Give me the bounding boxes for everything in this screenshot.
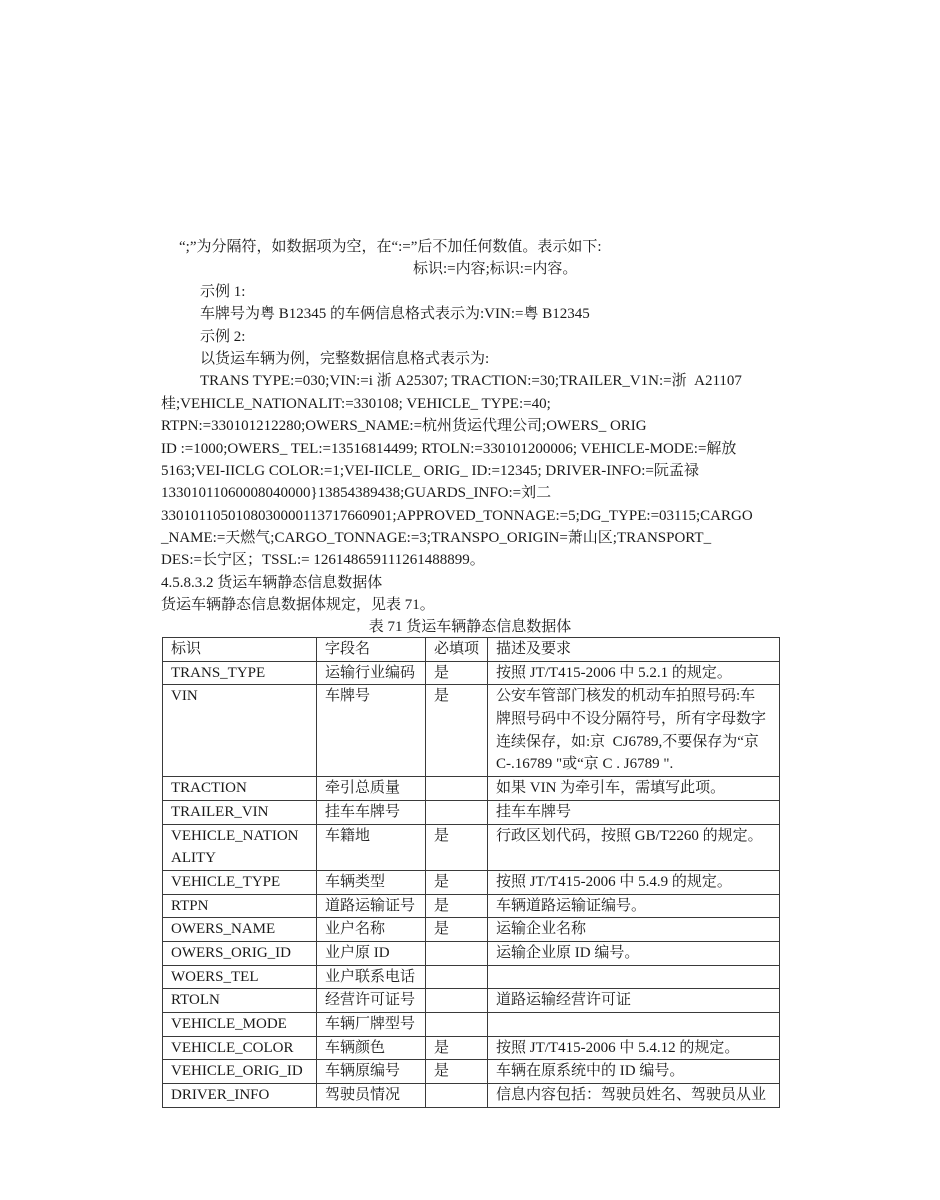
cell-text-line: 车辆类型 (325, 873, 386, 890)
body-line: “;”为分隔符，如数据项为空，在“:=”后不加任何数值。表示如下: (179, 239, 602, 255)
column-header-label: 必填项 (434, 641, 480, 657)
cell-text-line (434, 801, 483, 824)
cell-text-line: 按照 JT/T415-2006 中 5.4.12 的规定。 (496, 1039, 740, 1056)
body-line: TRANS TYPE:=030;VIN:=i 浙 A25307; TRACTION:=30;TRAILER_V1N:=浙 A21107 (200, 373, 742, 390)
cell-text-line: 业户原 ID (325, 944, 390, 961)
cell-text-line: OWERS_ORIG_ID (171, 944, 291, 961)
cell-description (488, 989, 780, 1013)
cell-text-line: 运输企业名称 (496, 921, 587, 938)
cell-description (488, 800, 780, 824)
cell-text-line: 是 (434, 664, 450, 681)
cell-identifier (163, 918, 317, 942)
cell-description (488, 918, 780, 942)
cell-required (426, 941, 488, 965)
cell-text-line: 挂车车牌号 (496, 803, 572, 820)
cell-text-line: 业户联系电话 (325, 968, 416, 985)
cell-field-name (317, 777, 426, 801)
body-line: RTPN:=330101212280;OWERS_NAME:=杭州货运代理公司;OWERS_ ORIG (161, 418, 647, 435)
table-row (163, 661, 780, 685)
cell-text-line: 是 (434, 921, 450, 938)
cell-text-line: 车辆颜色 (325, 1039, 386, 1056)
cell-text-line: 是 (434, 1063, 450, 1080)
cell-text-line: 车辆原编号 (325, 1063, 401, 1080)
cell-description (488, 1084, 780, 1108)
cell-text-line: VEHICLE_MODE (171, 1016, 287, 1032)
column-header (317, 638, 426, 662)
cell-description (488, 870, 780, 894)
cell-required (426, 777, 488, 801)
cell-identifier (163, 661, 317, 685)
cell-text-line: 运输行业编码 (325, 664, 416, 681)
cell-identifier (163, 1013, 317, 1037)
cell-identifier (163, 894, 317, 918)
cell-text-line: 行政区划代码，按照 GB/T2260 的规定。 (496, 827, 763, 844)
cell-field-name (317, 894, 426, 918)
cell-text-line: VEHICLE_COLOR (171, 1039, 294, 1056)
cell-text-line: VEHICLE_TYPE (171, 873, 281, 890)
cell-text-line: 是 (434, 897, 450, 914)
cell-identifier (163, 1036, 317, 1060)
cell-identifier (163, 824, 317, 870)
body-line: 桂;VEHICLE_NATIONALIT:=330108; VEHICLE_ TYPE:=40; (161, 395, 551, 412)
body-line: 5163;VEI-IICLG COLOR:=1;VEI-IICLE_ ORIG_ ID:=12345; DRIVER-INFO:=阮孟禄 (161, 462, 699, 479)
spec-table-body (163, 638, 780, 1108)
cell-text-line: OWERS_NAME (171, 921, 276, 938)
cell-text-line: DRIVER_INFO (171, 1087, 270, 1104)
cell-text-line: 如果 VIN 为牵引车，需填写此项。 (496, 780, 726, 797)
cell-text-line (434, 777, 483, 800)
table-caption: 表 71 货运车辆静态信息数据体 (368, 619, 572, 635)
cell-text-line (434, 1084, 483, 1107)
column-header (163, 638, 317, 662)
cell-description (488, 777, 780, 801)
table-row (163, 1036, 780, 1060)
cell-field-name (317, 1060, 426, 1084)
cell-description (488, 824, 780, 870)
cell-text-line (496, 1013, 775, 1036)
table-row (163, 989, 780, 1013)
column-header-label: 字段名 (325, 641, 371, 657)
cell-field-name (317, 941, 426, 965)
cell-required (426, 989, 488, 1013)
table-row (163, 1060, 780, 1084)
cell-text-line: 车辆厂牌型号 (325, 1016, 416, 1032)
cell-text-line (434, 989, 483, 1012)
cell-text-line: 公安车管部门核发的机动车拍照号码:车 (496, 688, 756, 705)
cell-description (488, 661, 780, 685)
cell-text-line: 道路运输经营许可证 (496, 992, 632, 1009)
cell-text-line: 连续保存，如:京 CJ6789,不要保存为“京 (496, 733, 759, 750)
column-header (426, 638, 488, 662)
cell-text-line: 牌照号码中不设分隔符号，所有字母数字 (496, 711, 767, 728)
cell-identifier (163, 870, 317, 894)
cell-text-line: TRANS_TYPE (171, 664, 266, 681)
cell-text-line: 车辆道路运输证编号。 (496, 897, 647, 914)
cell-description (488, 1036, 780, 1060)
body-line: DES:=长宁区；TSSL:= 126148659111261488899。 (161, 552, 485, 569)
cell-text-line: RTPN (171, 897, 209, 914)
cell-field-name (317, 1084, 426, 1108)
body-line: 车牌号为粤 B12345 的车俩信息格式表示为:VIN:=粤 B12345 (200, 306, 590, 323)
cell-text-line: WOERS_TEL (171, 968, 259, 985)
cell-description (488, 1013, 780, 1037)
cell-field-name (317, 870, 426, 894)
cell-identifier (163, 800, 317, 824)
cell-field-name (317, 661, 426, 685)
table-row (163, 1013, 780, 1037)
cell-text-line: 是 (434, 688, 450, 705)
cell-required (426, 965, 488, 989)
table-row (163, 894, 780, 918)
cell-identifier (163, 941, 317, 965)
body-line: 3301011050108030000113717660901;APPROVED_TONNAGE:=5;DG_TYPE:=03115;CARGO (161, 507, 753, 524)
cell-text-line: TRACTION (171, 780, 247, 797)
cell-identifier (163, 1060, 317, 1084)
cell-text-line: 是 (434, 873, 450, 890)
cell-required (426, 800, 488, 824)
cell-description (488, 1060, 780, 1084)
cell-field-name (317, 685, 426, 777)
cell-text-line (496, 966, 775, 989)
cell-text-line (434, 1013, 483, 1036)
cell-text-line: TRAILER_VIN (171, 803, 269, 820)
table-row (163, 824, 780, 870)
table-row (163, 685, 780, 777)
cell-required (426, 1036, 488, 1060)
cell-required (426, 661, 488, 685)
cell-text-line: ALITY (171, 850, 216, 867)
cell-required (426, 918, 488, 942)
table-row (163, 870, 780, 894)
table-header-row (163, 638, 780, 662)
body-line: 货运车辆静态信息数据体规定，见表 71。 (161, 597, 435, 614)
cell-text-line: 车籍地 (325, 827, 371, 844)
cell-text-line: VIN (171, 688, 198, 705)
spec-table (162, 637, 780, 1108)
cell-text-line: 按照 JT/T415-2006 中 5.4.9 的规定。 (496, 873, 732, 890)
body-line: 标识:=内容;标识:=内容。 (413, 261, 578, 278)
cell-text-line: 信息内容包括：驾驶员姓名、驾驶员从业 (496, 1087, 767, 1104)
cell-required (426, 824, 488, 870)
cell-text-line: C-.16789 "或“京 C . J6789 ". (496, 756, 674, 773)
cell-field-name (317, 800, 426, 824)
table-row (163, 941, 780, 965)
column-header (488, 638, 780, 662)
table-row (163, 777, 780, 801)
cell-text-line: 车辆在原系统中的 ID 编号。 (496, 1063, 685, 1080)
cell-field-name (317, 965, 426, 989)
cell-text-line: 牵引总质量 (325, 780, 401, 797)
table-row (163, 800, 780, 824)
cell-text-line (434, 966, 483, 989)
body-line: 示例 2: (200, 328, 246, 345)
cell-required (426, 894, 488, 918)
cell-field-name (317, 1036, 426, 1060)
body-line: 13301011060008040000}13854389438;GUARDS_INFO:=刘二 (161, 485, 552, 502)
cell-text-line: VEHICLE_ORIG_ID (171, 1063, 303, 1080)
cell-identifier (163, 1084, 317, 1108)
cell-text-line: RTOLN (171, 992, 220, 1009)
column-header-label: 标识 (171, 641, 202, 657)
cell-text-line (434, 942, 483, 965)
table-row (163, 1084, 780, 1108)
table-row (163, 965, 780, 989)
cell-required (426, 870, 488, 894)
cell-field-name (317, 824, 426, 870)
body-line: ID :=1000;OWERS_ TEL:=13516814499; RTOLN:=330101200006; VEHICLE-MODE:=解放 (161, 440, 737, 457)
cell-text-line: 经营许可证号 (325, 992, 416, 1009)
cell-text-line: 挂车车牌号 (325, 803, 401, 820)
cell-field-name (317, 1013, 426, 1037)
body-text (161, 236, 781, 617)
cell-required (426, 1060, 488, 1084)
cell-required (426, 1013, 488, 1037)
cell-text-line: 是 (434, 827, 450, 844)
body-line: 4.5.8.3.2 货运车辆静态信息数据体 (161, 574, 383, 591)
column-header-label: 描述及要求 (496, 641, 572, 657)
cell-description (488, 965, 780, 989)
cell-text-line: VEHICLE_NATION (171, 827, 299, 844)
cell-text-line: 驾驶员情况 (325, 1087, 401, 1104)
cell-field-name (317, 918, 426, 942)
cell-identifier (163, 777, 317, 801)
cell-identifier (163, 685, 317, 777)
cell-required (426, 685, 488, 777)
cell-text-line: 车牌号 (325, 688, 371, 705)
cell-text-line: 运输企业原 ID 编号。 (496, 944, 640, 961)
cell-text-line: 道路运输证号 (325, 897, 416, 914)
body-line: 示例 1: (200, 283, 246, 300)
body-line: _NAME:=天燃气;CARGO_TONNAGE:=3;TRANSPO_ORIGIN=萧山区;TRANSPORT_ (161, 530, 712, 547)
body-line: 以货运车辆为例，完整数据信息格式表示为: (200, 350, 490, 367)
cell-required (426, 1084, 488, 1108)
cell-description (488, 894, 780, 918)
cell-field-name (317, 989, 426, 1013)
cell-identifier (163, 989, 317, 1013)
cell-identifier (163, 965, 317, 989)
cell-text-line: 按照 JT/T415-2006 中 5.2.1 的规定。 (496, 664, 732, 681)
table-row (163, 918, 780, 942)
cell-description (488, 941, 780, 965)
cell-description (488, 685, 780, 777)
cell-text-line: 是 (434, 1039, 450, 1056)
cell-text-line: 业户名称 (325, 921, 386, 938)
